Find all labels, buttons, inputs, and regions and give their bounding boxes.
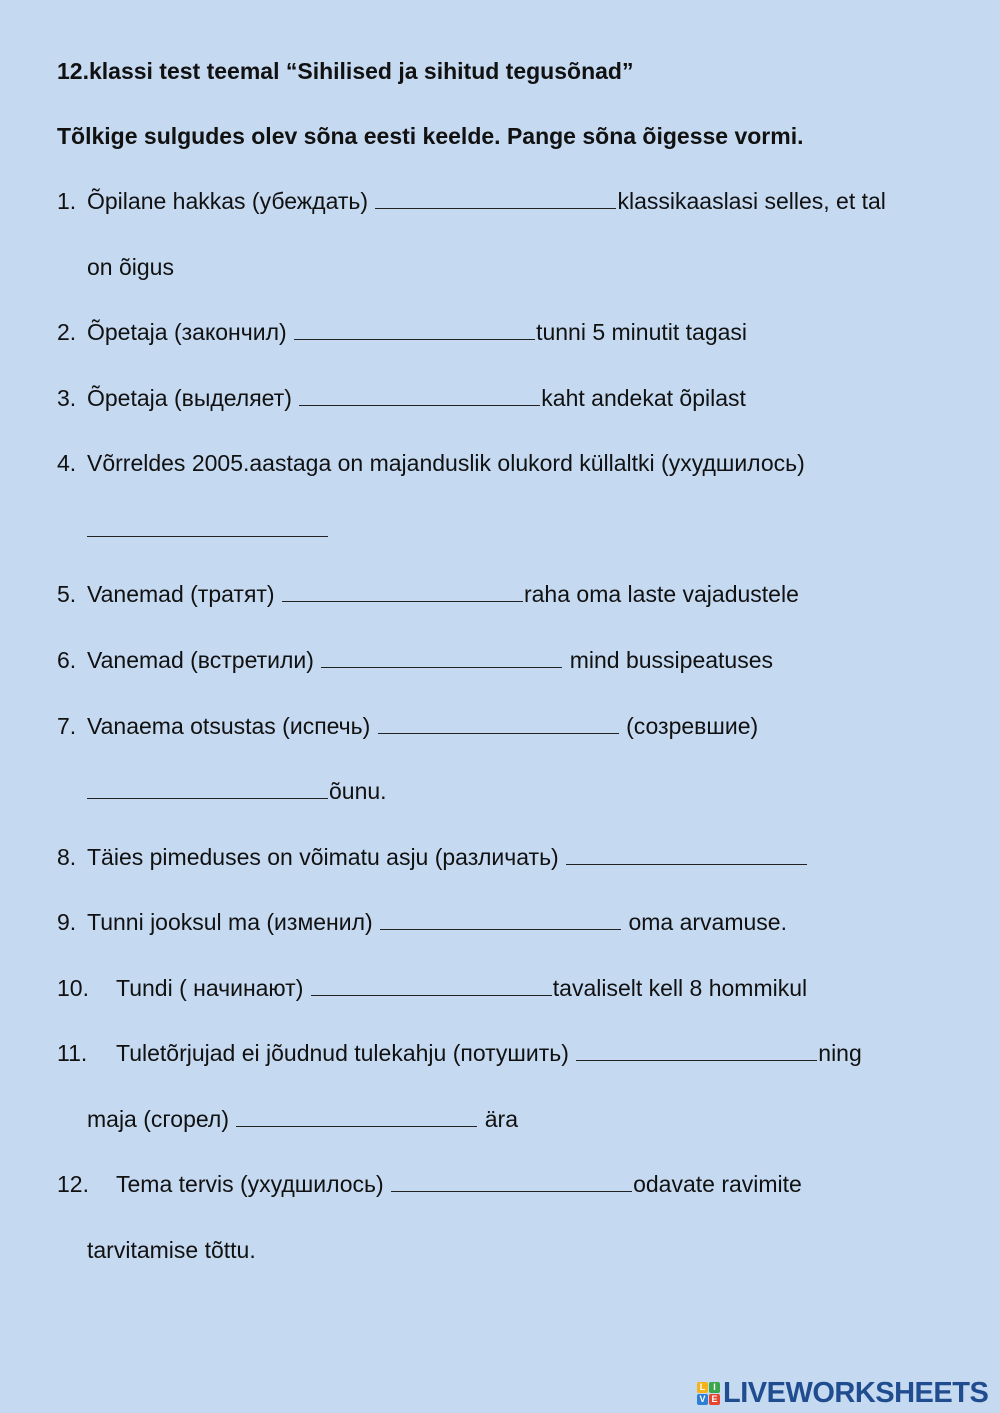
question-text: Võrreldes 2005.aastaga on majanduslik olukord küllaltki (ухудшилось) (87, 450, 805, 476)
answer-blank[interactable] (294, 319, 535, 340)
question-text: Õpilane hakkas (убеждать) (87, 188, 375, 214)
question-text: ära (478, 1106, 519, 1132)
question-8 (57, 843, 808, 871)
question-12 (57, 1170, 802, 1198)
question-text: tunni 5 minutit tagasi (536, 319, 748, 345)
question-text: mind bussipeatuses (563, 647, 774, 673)
answer-blank[interactable] (299, 385, 540, 406)
question-4-continued (87, 515, 329, 543)
question-text: Vanaema otsustas (испечь) (87, 713, 377, 739)
question-text: odavate ravimite (633, 1171, 802, 1197)
question-6 (57, 646, 773, 674)
answer-blank[interactable] (236, 1106, 477, 1127)
question-number: 1. (57, 188, 77, 214)
worksheet-title: 12.klassi test teemal “Sihilised ja sihitud tegusõnad” (57, 58, 634, 84)
logo-mark-tile: V (697, 1394, 708, 1405)
question-12-continued: tarvitamise tõttu. (87, 1237, 256, 1263)
question-number: 6. (57, 647, 77, 673)
question-number: 2. (57, 319, 77, 345)
question-number: 7. (57, 713, 77, 739)
question-7-continued (87, 777, 387, 805)
question-text: Tundi ( начинают) (116, 975, 310, 1001)
question-7 (57, 712, 758, 740)
question-text: kaht andekat õpilast (541, 385, 746, 411)
question-number: 3. (57, 385, 77, 411)
question-text: raha oma laste vajadustele (523, 581, 799, 607)
question-text: tavaliselt kell 8 hommikul (552, 975, 808, 1001)
answer-blank[interactable] (87, 516, 328, 537)
question-text: Vanemad (тратят) (87, 581, 281, 607)
question-10 (57, 974, 807, 1002)
question-9 (57, 908, 787, 936)
question-number: 11. (57, 1040, 88, 1066)
question-text: maja (сгорел) (87, 1106, 236, 1132)
question-text: ning (818, 1040, 862, 1066)
question-2 (57, 318, 747, 346)
question-text: klassikaaslasi selles, et tal (617, 188, 886, 214)
question-3 (57, 384, 746, 412)
answer-blank[interactable] (311, 975, 552, 996)
question-text: õunu. (329, 778, 387, 804)
question-5 (57, 580, 799, 608)
question-text: oma arvamuse. (622, 909, 787, 935)
logo-mark-tile: E (709, 1394, 720, 1405)
question-text: Õpetaja (закончил) (87, 319, 294, 345)
question-text: Täies pimeduses on võimatu asju (различать) (87, 844, 566, 870)
question-1 (57, 187, 886, 215)
question-number: 8. (57, 844, 77, 870)
question-number: 9. (57, 909, 77, 935)
answer-blank[interactable] (87, 778, 328, 799)
answer-blank[interactable] (375, 188, 616, 209)
logo-text: LIVEWORKSHEETS (723, 1376, 989, 1409)
answer-blank[interactable] (391, 1171, 632, 1192)
question-text: Tema tervis (ухудшилось) (116, 1171, 391, 1197)
question-1-continued: on õigus (87, 254, 174, 280)
answer-blank[interactable] (282, 581, 523, 602)
question-text: Vanemad (встретили) (87, 647, 321, 673)
question-number: 10. (57, 975, 89, 1001)
question-11 (57, 1039, 862, 1067)
question-text: Õpetaja (выделяет) (87, 385, 299, 411)
liveworksheets-logo-icon (697, 1382, 720, 1405)
question-text: Tuletõrjujad ei jõudnud tulekahju (потушить) (116, 1040, 576, 1066)
question-number: 5. (57, 581, 77, 607)
answer-blank[interactable] (576, 1040, 817, 1061)
logo-mark-tile: L (697, 1382, 708, 1393)
question-number: 12. (57, 1171, 89, 1197)
liveworksheets-logo (697, 1376, 988, 1410)
question-text: (созревшие) (619, 713, 759, 739)
question-number: 4. (57, 450, 77, 476)
logo-mark-tile: I (709, 1382, 720, 1393)
answer-blank[interactable] (566, 844, 807, 865)
question-11-continued (87, 1105, 518, 1133)
question-text: Tunni jooksul ma (изменил) (87, 909, 380, 935)
answer-blank[interactable] (321, 647, 562, 668)
worksheet-instruction: Tõlkige sulgudes olev sõna eesti keelde. Pange sõna õigesse vormi. (57, 123, 804, 149)
answer-blank[interactable] (380, 909, 621, 930)
question-4 (57, 449, 805, 477)
answer-blank[interactable] (378, 713, 619, 734)
